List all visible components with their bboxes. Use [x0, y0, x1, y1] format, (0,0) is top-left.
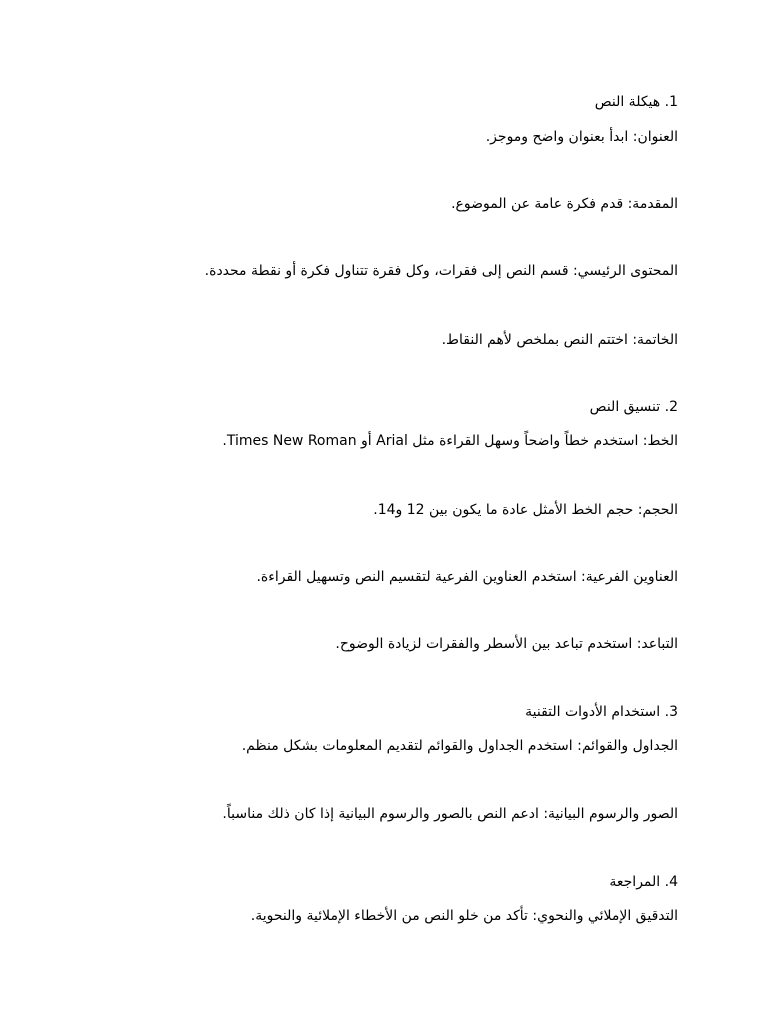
section-3-heading: 3. استخدام الأدوات التقنية: [525, 704, 678, 720]
section-3-item-images-charts: الصور والرسوم البيانية: ادعم النص بالصور والرسوم البيانية إذا كان ذلك مناسباً.: [222, 806, 678, 822]
section-4-item-proofreading: التدقيق الإملائي والنحوي: تأكد من خلو النص من الأخطاء الإملائية والنحوية.: [250, 908, 678, 924]
section-1-item-conclusion: الخاتمة: اختتم النص بملخص لأهم النقاط.: [441, 332, 678, 348]
section-1-item-intro: المقدمة: قدم فكرة عامة عن الموضوع.: [451, 196, 678, 212]
section-1-heading: 1. هيكلة النص: [594, 94, 678, 110]
section-2-item-spacing: التباعد: استخدم تباعد بين الأسطر والفقرات لزيادة الوضوح.: [335, 636, 678, 652]
section-2-item-subheadings: العناوين الفرعية: استخدم العناوين الفرعية لتقسيم النص وتسهيل القراءة.: [256, 569, 678, 585]
section-1-item-main-content: المحتوى الرئيسي: قسم النص إلى فقرات، وكل فقرة تتناول فكرة أو نقطة محددة.: [204, 263, 678, 279]
section-2-heading: 2. تنسيق النص: [589, 399, 678, 415]
section-1-item-title: العنوان: ابدأ بعنوان واضح وموجز.: [485, 129, 678, 145]
section-3-item-tables-lists: الجداول والقوائم: استخدم الجداول والقوائم لتقديم المعلومات بشكل منظم.: [241, 738, 678, 754]
section-4-heading: 4. المراجعة: [609, 874, 678, 890]
section-2-item-size: الحجم: حجم الخط الأمثل عادة ما يكون بين 12 و14.: [373, 502, 678, 518]
section-2-item-font: الخط: استخدم خطاً واضحاً وسهل القراءة مثل Arial أو Times New Roman.: [222, 433, 678, 449]
